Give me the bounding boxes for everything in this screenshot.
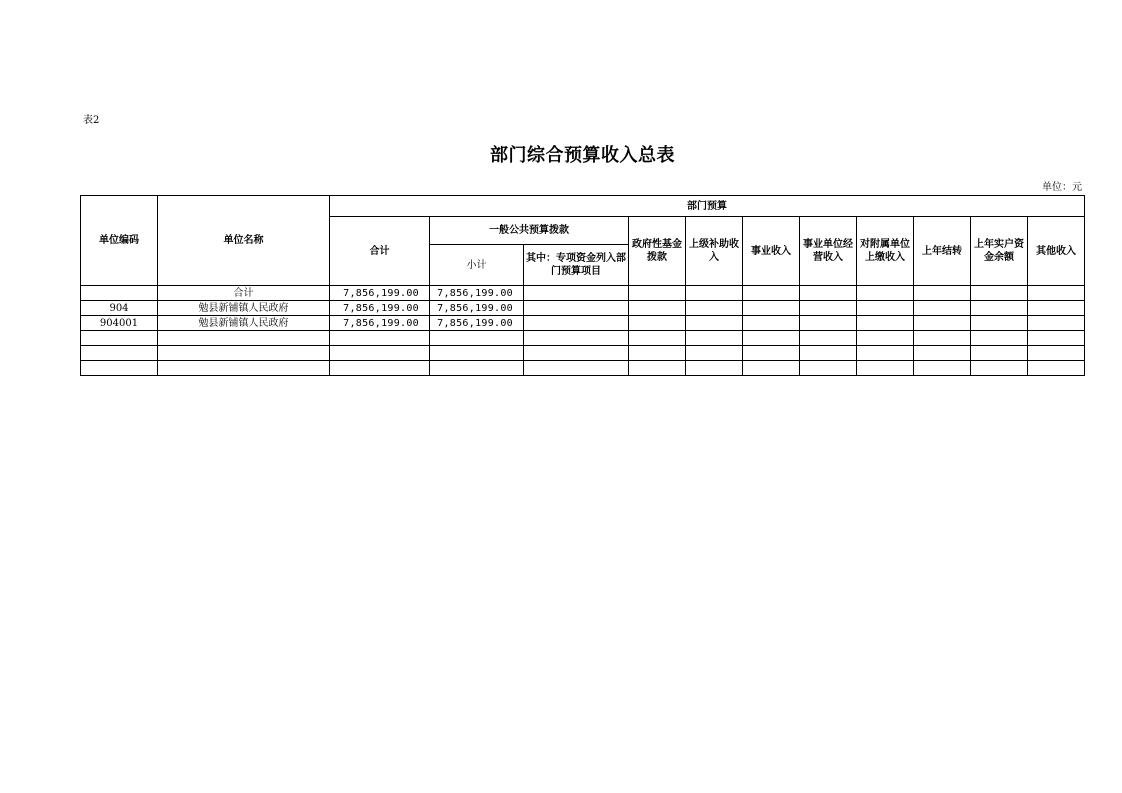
sheet-label: 表2: [83, 115, 100, 126]
header-superior-subsidy: 上级补助收入: [686, 217, 743, 286]
cell-subtotal: [430, 346, 524, 361]
cell-empty: [524, 331, 629, 346]
cell-empty: [1028, 316, 1085, 331]
cell-empty: [686, 301, 743, 316]
cell-name: [158, 346, 330, 361]
cell-empty: [524, 316, 629, 331]
header-other-income: 其他收入: [1028, 217, 1085, 286]
cell-subtotal: 7,856,199.00: [430, 316, 524, 331]
cell-empty: [743, 301, 800, 316]
cell-subtotal: [430, 331, 524, 346]
cell-empty: [743, 361, 800, 376]
cell-empty: [971, 316, 1028, 331]
header-special-funds: 其中：专项资金列入部门预算项目: [524, 245, 629, 286]
header-dept-budget: 部门预算: [330, 196, 1085, 217]
header-general-public-budget: 一般公共预算拨款: [430, 217, 629, 245]
cell-subtotal: 7,856,199.00: [430, 301, 524, 316]
budget-income-table: [80, 195, 1085, 376]
cell-empty: [1028, 286, 1085, 301]
header-total: 合计: [330, 217, 430, 286]
header-gov-fund: 政府性基金拨款: [629, 217, 686, 286]
cell-empty: [971, 331, 1028, 346]
cell-empty: [800, 331, 857, 346]
cell-empty: [857, 316, 914, 331]
cell-empty: [629, 301, 686, 316]
cell-empty: [524, 286, 629, 301]
cell-empty: [857, 286, 914, 301]
cell-total: [330, 346, 430, 361]
table-row: [81, 301, 1085, 316]
cell-name: 合计: [158, 286, 330, 301]
table-row: [81, 361, 1085, 376]
cell-total: 7,856,199.00: [330, 316, 430, 331]
cell-empty: [686, 331, 743, 346]
cell-empty: [629, 286, 686, 301]
cell-empty: [524, 301, 629, 316]
table-row: [81, 331, 1085, 346]
cell-empty: [914, 286, 971, 301]
cell-name: 勉县新铺镇人民政府: [158, 301, 330, 316]
cell-empty: [743, 316, 800, 331]
cell-empty: [857, 346, 914, 361]
unit-label: 单位：元: [1042, 182, 1082, 193]
cell-empty: [914, 361, 971, 376]
table-row: [81, 316, 1085, 331]
cell-total: 7,856,199.00: [330, 301, 430, 316]
cell-empty: [971, 346, 1028, 361]
cell-empty: [857, 361, 914, 376]
cell-empty: [1028, 361, 1085, 376]
cell-empty: [857, 331, 914, 346]
cell-empty: [800, 316, 857, 331]
header-prior-year-carryover: 上年结转: [914, 217, 971, 286]
cell-empty: [1028, 301, 1085, 316]
cell-name: [158, 331, 330, 346]
header-affiliated-turnover: 对附属单位上缴收入: [857, 217, 914, 286]
header-unit-name: 单位名称: [158, 196, 330, 286]
cell-empty: [914, 301, 971, 316]
cell-empty: [1028, 346, 1085, 361]
header-unit-code: 单位编码: [81, 196, 158, 286]
cell-code: 904: [81, 301, 158, 316]
cell-total: [330, 331, 430, 346]
header-subtotal: 小计: [430, 245, 524, 286]
cell-subtotal: 7,856,199.00: [430, 286, 524, 301]
cell-empty: [743, 346, 800, 361]
cell-empty: [743, 286, 800, 301]
cell-subtotal: [430, 361, 524, 376]
cell-empty: [800, 361, 857, 376]
header-business-income: 事业收入: [743, 217, 800, 286]
cell-empty: [914, 331, 971, 346]
cell-empty: [800, 346, 857, 361]
cell-total: [330, 361, 430, 376]
cell-name: 勉县新铺镇人民政府: [158, 316, 330, 331]
page-title: 部门综合预算收入总表: [490, 145, 675, 166]
cell-empty: [971, 301, 1028, 316]
cell-empty: [629, 316, 686, 331]
table-row: [81, 286, 1085, 301]
cell-empty: [800, 286, 857, 301]
header-prior-year-balance: 上年实户资金余额: [971, 217, 1028, 286]
cell-empty: [971, 286, 1028, 301]
cell-code: [81, 286, 158, 301]
cell-empty: [1028, 331, 1085, 346]
cell-total: 7,856,199.00: [330, 286, 430, 301]
cell-empty: [524, 361, 629, 376]
cell-empty: [800, 301, 857, 316]
cell-empty: [686, 286, 743, 301]
cell-code: [81, 331, 158, 346]
cell-empty: [629, 361, 686, 376]
cell-empty: [629, 331, 686, 346]
header-business-unit-operating: 事业单位经营收入: [800, 217, 857, 286]
cell-code: [81, 361, 158, 376]
cell-empty: [914, 346, 971, 361]
cell-empty: [629, 346, 686, 361]
cell-empty: [524, 346, 629, 361]
cell-code: 904001: [81, 316, 158, 331]
cell-empty: [857, 301, 914, 316]
cell-empty: [914, 316, 971, 331]
cell-code: [81, 346, 158, 361]
cell-empty: [971, 361, 1028, 376]
cell-empty: [686, 361, 743, 376]
cell-empty: [686, 316, 743, 331]
cell-empty: [743, 331, 800, 346]
cell-name: [158, 361, 330, 376]
cell-empty: [686, 346, 743, 361]
table-row: [81, 346, 1085, 361]
